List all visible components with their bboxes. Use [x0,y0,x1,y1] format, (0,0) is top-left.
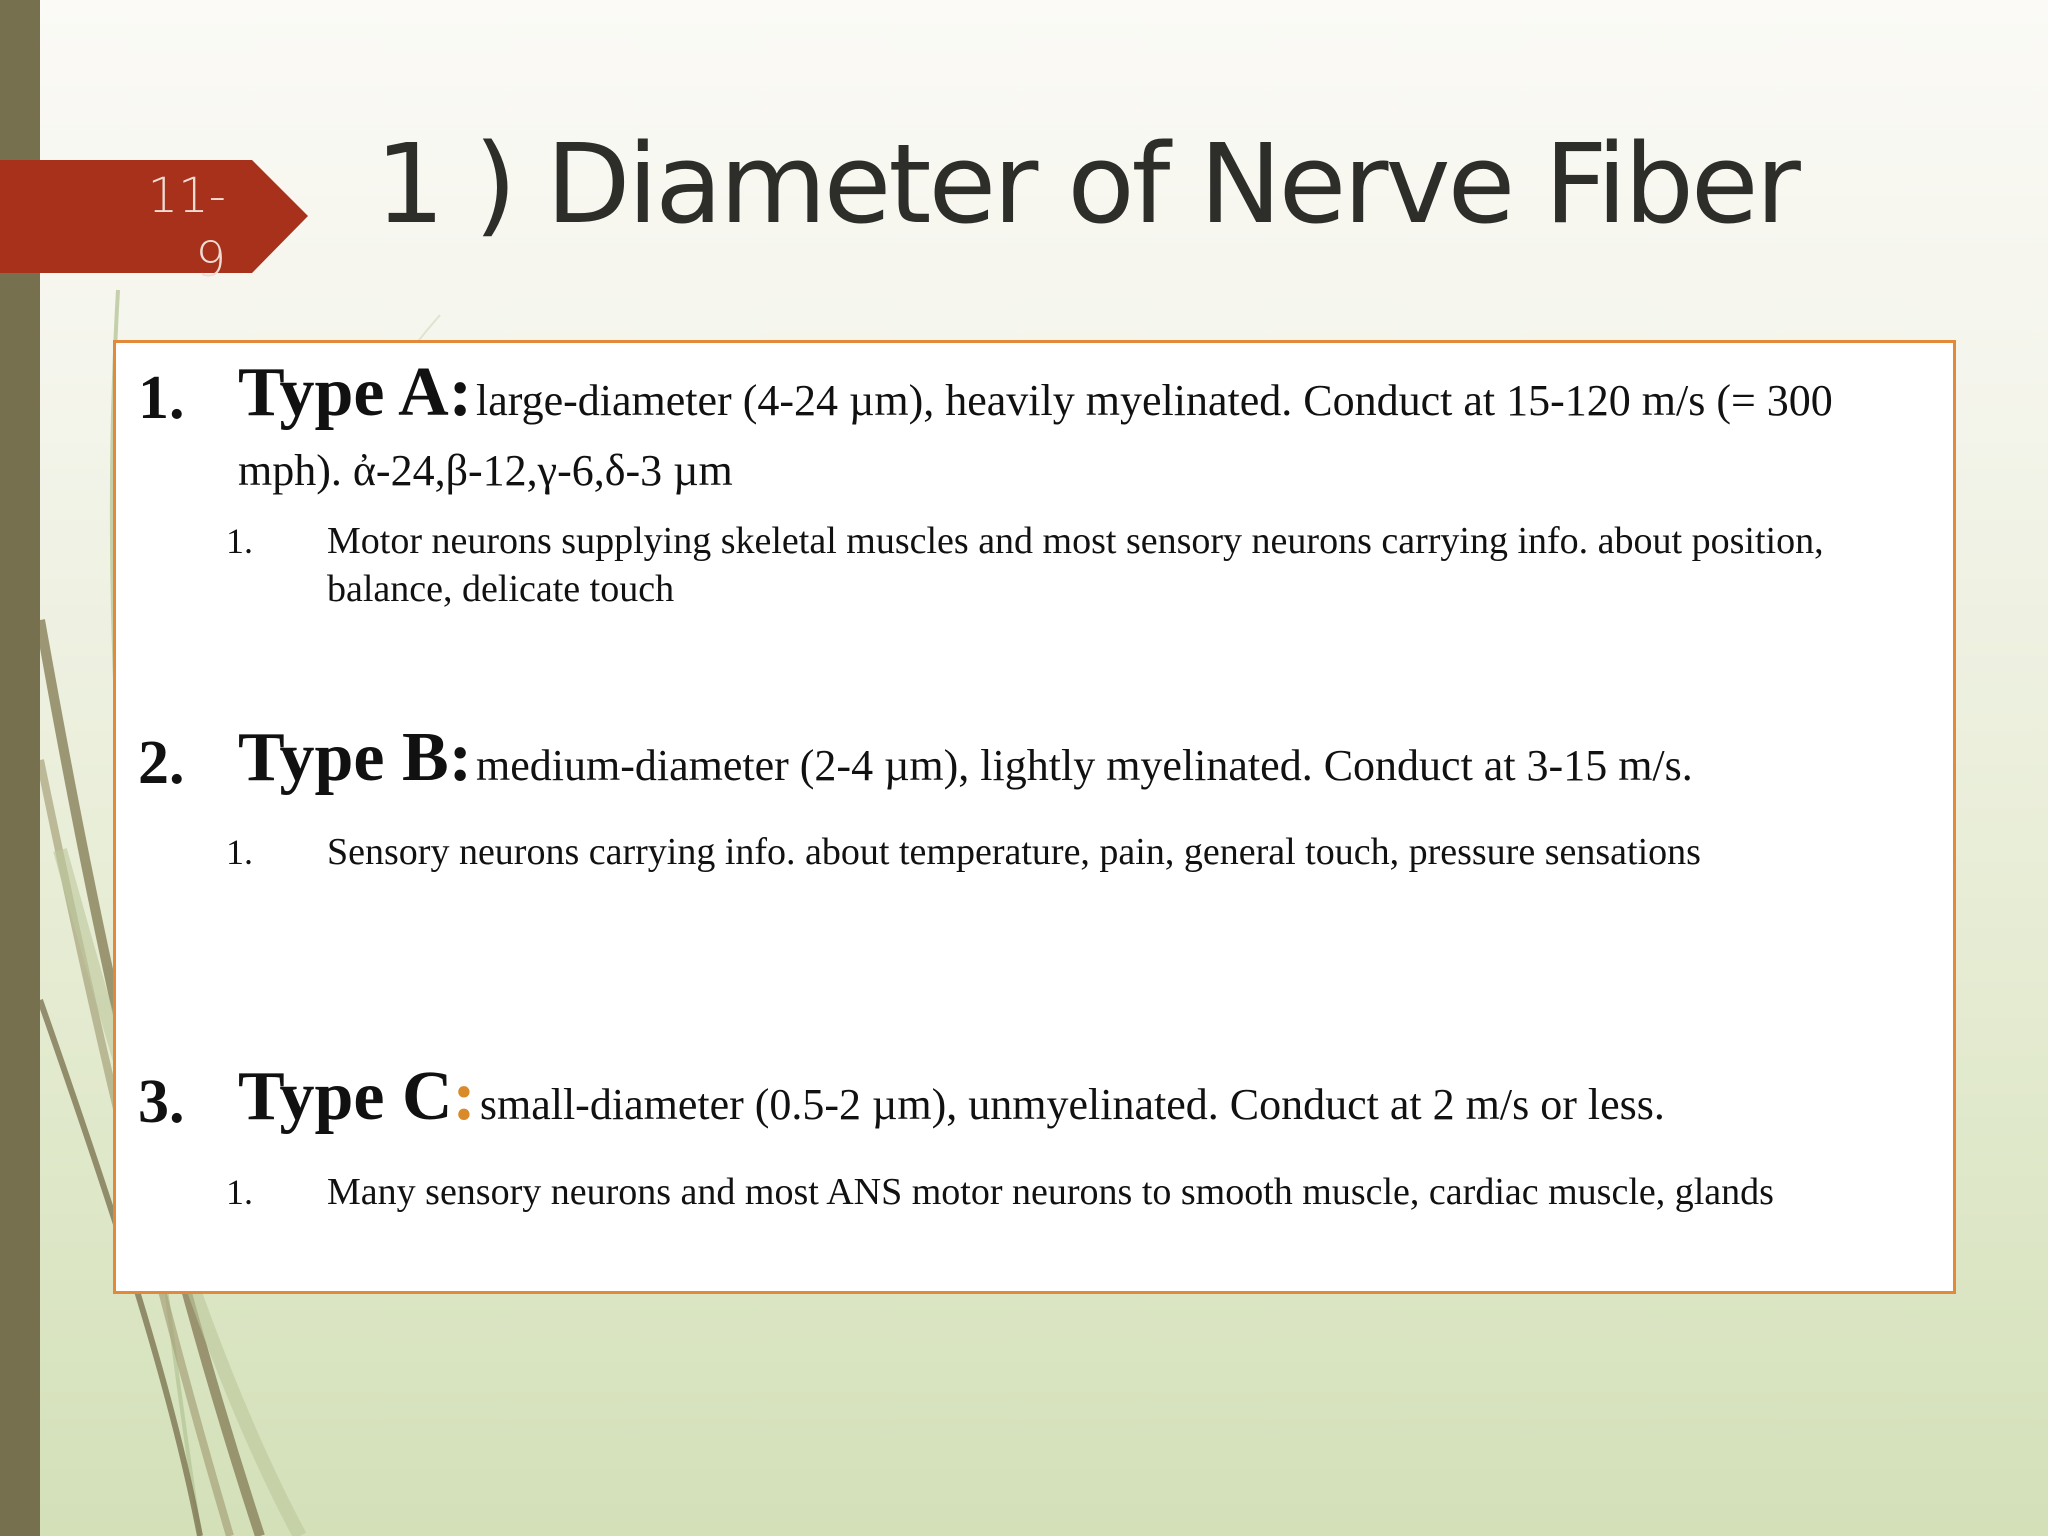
slide-title: 1 ) Diameter of Nerve Fiber [375,119,1798,248]
sub-item-text: Many sensory neurons and most ANS motor neurons to smooth muscle, cardiac muscle, glands [327,1171,1774,1213]
item-number: 2. [138,729,185,797]
type-description: large-diameter (4-24 µm), heavily myelinated. Conduct at 15-120 m/s (= 300 mph). ἀ-24,β-12,γ-6,δ-3 µm [238,376,1833,495]
type-description: medium-diameter (2-4 µm), lightly myelinated. Conduct at 3-15 m/s. [476,741,1693,790]
sub-item-text: Motor neurons supplying skeletal muscles and most sensory neurons carrying info. about position, balance, delicate touch [327,520,1824,610]
sub-item-number: 1. [226,521,253,561]
item-heading [238,1058,1938,1145]
sub-item-number: 1. [226,832,253,872]
content-box [113,340,1956,1294]
item-heading [238,354,1938,511]
sub-item-text: Sensory neurons carrying info. about temperature, pain, general touch, pressure sensations [327,831,1701,873]
slide-number: 11-9 [147,168,226,288]
sub-item-number: 1. [226,1172,253,1212]
item-number: 3. [138,1068,185,1136]
type-description: small-diameter (0.5-2 µm), unmyelinated. Conduct at 2 m/s or less. [479,1080,1665,1129]
slide-number-tab [0,160,308,288]
type-colon: : [448,719,472,796]
item-heading [238,719,1938,806]
type-name: Type C [238,1058,453,1135]
type-name: Type A [238,354,449,431]
item-number: 1. [138,364,185,432]
type-name: Type B [238,719,449,796]
type-colon: : [452,1058,476,1135]
type-colon: : [448,354,472,431]
